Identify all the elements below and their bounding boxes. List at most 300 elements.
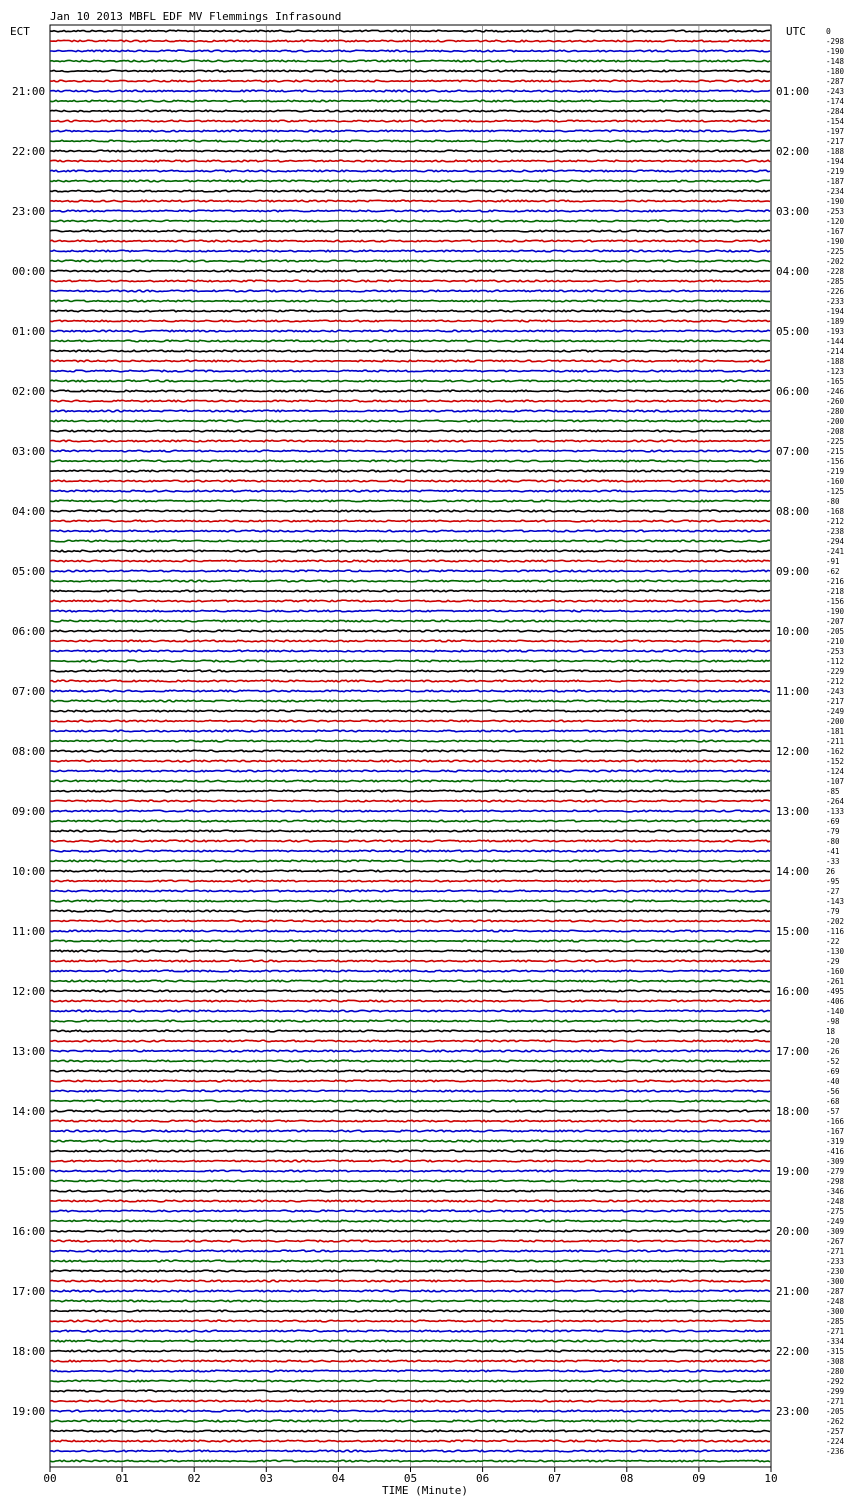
trace-offset-label: -226 xyxy=(826,287,845,296)
trace-offset-label: -211 xyxy=(826,737,845,746)
trace-offset-label: -124 xyxy=(826,767,845,776)
trace-offset-label: -52 xyxy=(826,1057,840,1066)
trace-offset-label: -294 xyxy=(826,537,845,546)
trace-offset-label: -299 xyxy=(826,1387,845,1396)
trace-line xyxy=(50,1070,770,1072)
trace-offset-label: -200 xyxy=(826,717,845,726)
trace-line xyxy=(50,880,770,882)
trace-offset-label: -62 xyxy=(826,567,840,576)
trace-line xyxy=(50,1450,770,1452)
trace-line xyxy=(50,1100,770,1102)
trace-offset-label: -261 xyxy=(826,977,845,986)
trace-line xyxy=(50,140,770,142)
x-tick-label: 00 xyxy=(43,1472,57,1485)
right-hour-label: 21:00 xyxy=(776,1285,810,1298)
trace-offset-label: -190 xyxy=(826,237,845,246)
x-tick-label: 07 xyxy=(548,1472,562,1485)
trace-line xyxy=(50,650,770,652)
x-tick-label: 02 xyxy=(187,1472,201,1485)
trace-offset-label: -26 xyxy=(826,1047,840,1056)
trace-line xyxy=(50,1420,770,1422)
trace-line xyxy=(50,580,770,582)
left-hour-label: 13:00 xyxy=(12,1045,46,1058)
trace-offset-label: -248 xyxy=(826,1197,845,1206)
x-tick-label: 08 xyxy=(620,1472,634,1485)
right-zone-label: UTC xyxy=(786,25,806,38)
trace-offset-label: -68 xyxy=(826,1097,840,1106)
right-hour-label: 13:00 xyxy=(776,805,810,818)
trace-offset-label: -230 xyxy=(826,1267,845,1276)
trace-offset-label: -285 xyxy=(826,1317,845,1326)
trace-line xyxy=(50,30,770,32)
trace-offset-label: -95 xyxy=(826,877,840,886)
trace-line xyxy=(50,1430,770,1432)
trace-offset-label: -218 xyxy=(826,587,845,596)
trace-line xyxy=(50,220,770,222)
trace-line xyxy=(50,240,770,242)
trace-line xyxy=(50,850,770,852)
trace-offset-label: -308 xyxy=(826,1357,845,1366)
trace-line xyxy=(50,170,770,172)
trace-line xyxy=(50,110,770,112)
right-hour-label: 23:00 xyxy=(776,1405,810,1418)
left-hour-label: 00:00 xyxy=(12,265,46,278)
trace-line xyxy=(50,340,770,342)
trace-offset-label: -215 xyxy=(826,447,845,456)
trace-offset-label: -148 xyxy=(826,57,845,66)
left-hour-label: 16:00 xyxy=(12,1225,46,1238)
trace-line xyxy=(50,970,770,972)
trace-offset-label: -79 xyxy=(826,907,840,916)
right-hour-label: 08:00 xyxy=(776,505,810,518)
trace-offset-label: -315 xyxy=(826,1347,845,1356)
right-hour-label: 17:00 xyxy=(776,1045,810,1058)
trace-offset-label: -280 xyxy=(826,1367,845,1376)
trace-line xyxy=(50,900,770,902)
trace-line xyxy=(50,200,770,202)
trace-line xyxy=(50,1400,770,1402)
trace-line xyxy=(50,690,770,692)
trace-offset-label: -234 xyxy=(826,187,845,196)
trace-line xyxy=(50,820,770,822)
trace-offset-label: -160 xyxy=(826,477,845,486)
trace-offset-label: -189 xyxy=(826,317,845,326)
trace-line xyxy=(50,360,770,362)
trace-line xyxy=(50,720,770,722)
trace-offset-label: -309 xyxy=(826,1157,845,1166)
trace-offset-label: -264 xyxy=(826,797,845,806)
trace-line xyxy=(50,90,770,92)
trace-offset-label: -85 xyxy=(826,787,840,796)
trace-line xyxy=(50,780,770,782)
trace-line xyxy=(50,1440,770,1442)
trace-offset-label: -287 xyxy=(826,77,845,86)
trace-offset-label: -27 xyxy=(826,887,840,896)
trace-offset-label: -257 xyxy=(826,1427,845,1436)
trace-offset-label: -319 xyxy=(826,1137,845,1146)
trace-line xyxy=(50,1000,770,1002)
trace-offset-label: -300 xyxy=(826,1277,845,1286)
trace-line xyxy=(50,70,770,72)
trace-offset-label: -275 xyxy=(826,1207,845,1216)
x-tick-label: 04 xyxy=(331,1472,346,1485)
trace-offset-label: -229 xyxy=(826,667,845,676)
trace-offset-label: -91 xyxy=(826,557,840,566)
trace-line xyxy=(50,180,770,182)
trace-offset-label: -249 xyxy=(826,1217,845,1226)
trace-line xyxy=(50,1380,770,1382)
trace-offset-label: -162 xyxy=(826,747,845,756)
trace-offset-label: -249 xyxy=(826,707,845,716)
trace-line xyxy=(50,60,770,62)
trace-line xyxy=(50,860,770,862)
trace-line xyxy=(50,950,770,952)
trace-offset-label: -253 xyxy=(826,207,845,216)
trace-offset-label: -69 xyxy=(826,1067,840,1076)
trace-line xyxy=(50,600,770,602)
x-tick-label: 01 xyxy=(115,1472,129,1485)
trace-line xyxy=(50,1320,770,1322)
left-hour-label: 09:00 xyxy=(12,805,46,818)
trace-line xyxy=(50,380,770,382)
trace-offset-label: -188 xyxy=(826,357,845,366)
trace-line xyxy=(50,540,770,542)
trace-offset-label: -309 xyxy=(826,1227,845,1236)
trace-line xyxy=(50,1050,770,1052)
trace-line xyxy=(50,630,770,632)
trace-offset-label: -29 xyxy=(826,957,840,966)
trace-line xyxy=(50,670,770,672)
trace-offset-label: -156 xyxy=(826,597,845,606)
trace-offset-label: -205 xyxy=(826,627,845,636)
trace-line xyxy=(50,160,770,162)
trace-line xyxy=(50,1290,770,1292)
trace-line xyxy=(50,290,770,292)
trace-offset-label: -228 xyxy=(826,267,845,276)
trace-offset-label: -233 xyxy=(826,297,845,306)
trace-offset-label: -217 xyxy=(826,697,845,706)
right-hour-label: 05:00 xyxy=(776,325,810,338)
trace-line xyxy=(50,420,770,422)
trace-line xyxy=(50,890,770,892)
trace-line xyxy=(50,510,770,512)
trace-line xyxy=(50,50,770,52)
trace-offset-label: -80 xyxy=(826,837,840,846)
trace-offset-label: -202 xyxy=(826,917,845,926)
left-hour-label: 08:00 xyxy=(12,745,46,758)
trace-offset-label: -156 xyxy=(826,457,845,466)
trace-offset-label: -167 xyxy=(826,227,845,236)
trace-line xyxy=(50,790,770,792)
x-tick-label: 03 xyxy=(259,1472,273,1485)
trace-line xyxy=(50,500,770,502)
trace-line xyxy=(50,700,770,702)
trace-line xyxy=(50,190,770,192)
trace-line xyxy=(50,1350,770,1352)
trace-line xyxy=(50,1130,770,1132)
trace-line xyxy=(50,1260,770,1262)
trace-line xyxy=(50,310,770,312)
trace-offset-label: -248 xyxy=(826,1297,845,1306)
trace-line xyxy=(50,210,770,212)
trace-offset-label: -210 xyxy=(826,637,845,646)
trace-offset-label: -79 xyxy=(826,827,840,836)
trace-offset-label: -194 xyxy=(826,307,845,316)
trace-line xyxy=(50,1150,770,1152)
trace-line xyxy=(50,430,770,432)
trace-offset-label: -271 xyxy=(826,1327,845,1336)
trace-line xyxy=(50,910,770,912)
trace-offset-label: -271 xyxy=(826,1397,845,1406)
trace-line xyxy=(50,1230,770,1232)
trace-line xyxy=(50,1170,770,1172)
trace-offset-label: -190 xyxy=(826,607,845,616)
trace-offset-label: -144 xyxy=(826,337,845,346)
trace-offset-label: -298 xyxy=(826,1177,845,1186)
right-hour-label: 09:00 xyxy=(776,565,810,578)
trace-offset-label: -167 xyxy=(826,1127,845,1136)
trace-line xyxy=(50,840,770,842)
trace-line xyxy=(50,1200,770,1202)
trace-line xyxy=(50,130,770,132)
trace-line xyxy=(50,1160,770,1162)
trace-line xyxy=(50,100,770,102)
trace-line xyxy=(50,480,770,482)
trace-line xyxy=(50,1140,770,1142)
trace-offset-label: -41 xyxy=(826,847,840,856)
trace-line xyxy=(50,1030,770,1032)
trace-offset-label: -133 xyxy=(826,807,845,816)
trace-offset-label: -197 xyxy=(826,127,845,136)
trace-line xyxy=(50,640,770,642)
trace-offset-label: -236 xyxy=(826,1447,845,1456)
trace-line xyxy=(50,120,770,122)
trace-offset-label: -140 xyxy=(826,1007,845,1016)
trace-line xyxy=(50,1080,770,1082)
trace-line xyxy=(50,40,770,42)
trace-line xyxy=(50,330,770,332)
right-hour-label: 20:00 xyxy=(776,1225,810,1238)
trace-line xyxy=(50,620,770,622)
x-tick-label: 06 xyxy=(475,1472,490,1485)
trace-offset-label: -271 xyxy=(826,1247,845,1256)
trace-line xyxy=(50,750,770,752)
trace-line xyxy=(50,1020,770,1022)
trace-offset-label: -284 xyxy=(826,107,845,116)
trace-offset-label: -233 xyxy=(826,1257,845,1266)
trace-line xyxy=(50,1190,770,1192)
trace-offset-label: -280 xyxy=(826,407,845,416)
trace-offset-label: -219 xyxy=(826,467,845,476)
trace-line xyxy=(50,1060,770,1062)
trace-offset-label: -112 xyxy=(826,657,845,666)
left-hour-label: 17:00 xyxy=(12,1285,46,1298)
trace-offset-label: -207 xyxy=(826,617,845,626)
trace-offset-label: -130 xyxy=(826,947,845,956)
trace-line xyxy=(50,930,770,932)
trace-offset-label: 18 xyxy=(826,1027,836,1036)
trace-line xyxy=(50,270,770,272)
trace-line xyxy=(50,1010,770,1012)
left-hour-label: 06:00 xyxy=(12,625,46,638)
trace-line xyxy=(50,1270,770,1272)
left-zone-label: ECT xyxy=(10,25,30,38)
right-hour-label: 01:00 xyxy=(776,85,810,98)
trace-line xyxy=(50,810,770,812)
trace-offset-label: -180 xyxy=(826,67,845,76)
right-hour-label: 02:00 xyxy=(776,145,810,158)
trace-offset-label: -243 xyxy=(826,87,845,96)
trace-offset-label: -181 xyxy=(826,727,845,736)
trace-offset-label: -267 xyxy=(826,1237,845,1246)
left-hour-label: 18:00 xyxy=(12,1345,46,1358)
trace-offset-label: -165 xyxy=(826,377,845,386)
trace-offset-label: -33 xyxy=(826,857,840,866)
trace-offset-label: -57 xyxy=(826,1107,840,1116)
trace-offset-label: -216 xyxy=(826,577,845,586)
trace-offset-label: -123 xyxy=(826,367,845,376)
x-tick-label: 09 xyxy=(692,1472,706,1485)
trace-line xyxy=(50,1180,770,1182)
trace-offset-label: -292 xyxy=(826,1377,845,1386)
trace-offset-label: -187 xyxy=(826,177,845,186)
left-hour-label: 01:00 xyxy=(12,325,46,338)
trace-line xyxy=(50,1240,770,1242)
x-tick-label: 05 xyxy=(403,1472,418,1485)
trace-offset-label: -205 xyxy=(826,1407,845,1416)
right-hour-label: 22:00 xyxy=(776,1345,810,1358)
trace-line xyxy=(50,570,770,572)
trace-line xyxy=(50,390,770,392)
trace-offset-label: 26 xyxy=(826,867,836,876)
trace-offset-label: -406 xyxy=(826,997,845,1006)
trace-line xyxy=(50,920,770,922)
trace-line xyxy=(50,680,770,682)
trace-line xyxy=(50,560,770,562)
trace-line xyxy=(50,1090,770,1092)
trace-offset-label: -287 xyxy=(826,1287,845,1296)
trace-line xyxy=(50,730,770,732)
trace-offset-label: -168 xyxy=(826,507,845,516)
left-hour-label: 07:00 xyxy=(12,685,46,698)
trace-offset-label: -202 xyxy=(826,257,845,266)
trace-line xyxy=(50,740,770,742)
left-hour-label: 12:00 xyxy=(12,985,46,998)
trace-offset-label: -20 xyxy=(826,1037,840,1046)
right-hour-label: 15:00 xyxy=(776,925,810,938)
trace-offset-label: -334 xyxy=(826,1337,845,1346)
trace-line xyxy=(50,440,770,442)
trace-line xyxy=(50,590,770,592)
trace-offset-label: -285 xyxy=(826,277,845,286)
trace-offset-label: -300 xyxy=(826,1307,845,1316)
trace-offset-label: -116 xyxy=(826,927,845,936)
trace-line xyxy=(50,800,770,802)
trace-line xyxy=(50,710,770,712)
trace-line xyxy=(50,760,770,762)
trace-offset-label: -190 xyxy=(826,197,845,206)
trace-line xyxy=(50,1340,770,1342)
top-value-label: 0 xyxy=(826,27,831,36)
trace-line xyxy=(50,990,770,992)
trace-line xyxy=(50,410,770,412)
trace-line xyxy=(50,80,770,82)
trace-line xyxy=(50,230,770,232)
trace-line xyxy=(50,1210,770,1212)
trace-offset-label: -243 xyxy=(826,687,845,696)
trace-offset-label: -262 xyxy=(826,1417,845,1426)
trace-offset-label: -219 xyxy=(826,167,845,176)
trace-line xyxy=(50,280,770,282)
left-hour-label: 23:00 xyxy=(12,205,46,218)
right-hour-label: 07:00 xyxy=(776,445,810,458)
trace-offset-label: -238 xyxy=(826,527,845,536)
trace-line xyxy=(50,470,770,472)
trace-line xyxy=(50,450,770,452)
trace-line xyxy=(50,1040,770,1042)
trace-line xyxy=(50,870,770,872)
trace-line xyxy=(50,400,770,402)
trace-offset-label: -200 xyxy=(826,417,845,426)
left-hour-label: 04:00 xyxy=(12,505,46,518)
trace-line xyxy=(50,1250,770,1252)
trace-offset-label: -246 xyxy=(826,387,845,396)
trace-offset-label: -56 xyxy=(826,1087,840,1096)
trace-offset-label: -190 xyxy=(826,47,845,56)
trace-line xyxy=(50,1460,770,1462)
trace-line xyxy=(50,1220,770,1222)
left-hour-label: 03:00 xyxy=(12,445,46,458)
right-hour-label: 11:00 xyxy=(776,685,810,698)
trace-offset-label: -225 xyxy=(826,247,845,256)
trace-line xyxy=(50,960,770,962)
trace-line xyxy=(50,610,770,612)
trace-offset-label: -152 xyxy=(826,757,845,766)
trace-line xyxy=(50,260,770,262)
trace-offset-label: -279 xyxy=(826,1167,845,1176)
trace-line xyxy=(50,350,770,352)
trace-line xyxy=(50,370,770,372)
left-hour-label: 05:00 xyxy=(12,565,46,578)
left-hour-label: 11:00 xyxy=(12,925,46,938)
trace-line xyxy=(50,1370,770,1372)
trace-line xyxy=(50,770,770,772)
trace-line xyxy=(50,1360,770,1362)
trace-offset-label: -120 xyxy=(826,217,845,226)
chart-title: Jan 10 2013 MBFL EDF MV Flemmings Infrasound xyxy=(50,10,342,23)
trace-offset-label: -253 xyxy=(826,647,845,656)
trace-offset-label: -166 xyxy=(826,1117,845,1126)
trace-offset-label: -212 xyxy=(826,677,845,686)
trace-line xyxy=(50,530,770,532)
right-hour-label: 19:00 xyxy=(776,1165,810,1178)
trace-offset-label: -416 xyxy=(826,1147,845,1156)
trace-offset-label: -22 xyxy=(826,937,840,946)
right-hour-label: 04:00 xyxy=(776,265,810,278)
trace-offset-label: -174 xyxy=(826,97,845,106)
trace-offset-label: -193 xyxy=(826,327,845,336)
trace-line xyxy=(50,320,770,322)
trace-line xyxy=(50,1330,770,1332)
trace-line xyxy=(50,830,770,832)
trace-line xyxy=(50,300,770,302)
trace-offset-label: -346 xyxy=(826,1187,845,1196)
trace-offset-label: -98 xyxy=(826,1017,840,1026)
x-tick-label: 10 xyxy=(764,1472,778,1485)
left-hour-label: 10:00 xyxy=(12,865,46,878)
trace-line xyxy=(50,1120,770,1122)
trace-offset-label: -241 xyxy=(826,547,845,556)
